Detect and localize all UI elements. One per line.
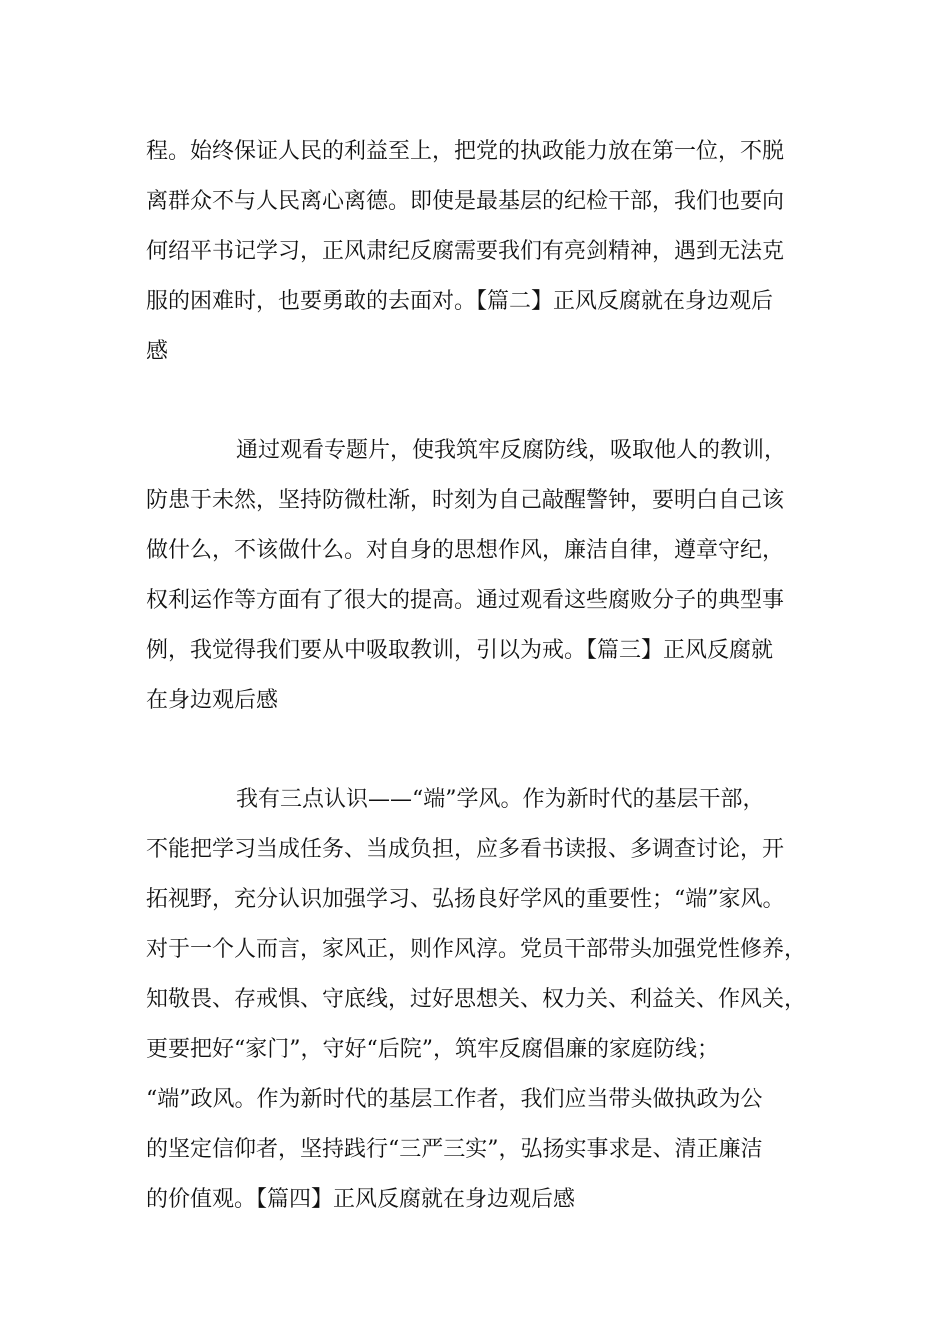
text-line: 服的困难时，也要勇敢的去面对。【篇二】正风反腐就在身边观后	[146, 289, 774, 314]
paragraph-1	[146, 127, 818, 377]
text-line: 离群众不与人民离心离德。即使是最基层的纪检干部，我们也要向	[146, 189, 785, 214]
text-line: 程。始终保证人民的利益至上，把党的执政能力放在第一位，不脱	[146, 139, 785, 164]
paragraph-2	[146, 426, 818, 726]
text-line: 的价值观。【篇四】正风反腐就在身边观后感	[146, 1187, 576, 1212]
text-line: 例，我觉得我们要从中吸取教训，引以为戒。【篇三】正风反腐就	[146, 638, 774, 663]
text-line: 的坚定信仰者，坚持践行“三严三实”，弘扬实事求是、清正廉洁	[146, 1137, 763, 1162]
text-line-indented: 我有三点认识——“端”学风。作为新时代的基层干部，	[236, 787, 765, 812]
text-line: 在身边观后感	[146, 688, 279, 713]
text-line: 做什么，不该做什么。对自身的思想作风，廉洁自律，遵章守纪，	[146, 538, 785, 563]
text-line: 防患于未然，坚持防微杜渐，时刻为自己敲醒警钟，要明白自己该	[146, 488, 785, 513]
text-line: 对于一个人而言，家风正，则作风淳。党员干部带头加强党性修养，	[146, 937, 807, 962]
text-line: “端”政风。作为新时代的基层工作者，我们应当带头做执政为公	[146, 1087, 763, 1112]
text-line: 感	[146, 339, 169, 364]
text-line: 更要把好“家门”，守好“后院”，筑牢反腐倡廉的家庭防线；	[146, 1037, 719, 1062]
text-line-indented: 通过观看专题片，使我筑牢反腐防线，吸取他人的教训，	[236, 438, 787, 463]
paragraph-3	[146, 775, 818, 1225]
text-line: 何绍平书记学习，正风肃纪反腐需要我们有亮剑精神，遇到无法克	[146, 239, 785, 264]
text-line: 权利运作等方面有了很大的提高。通过观看这些腐败分子的典型事	[146, 588, 785, 613]
text-line: 知敬畏、存戒惧、守底线，过好思想关、权力关、利益关、作风关，	[146, 987, 807, 1012]
text-line: 拓视野，充分认识加强学习、弘扬良好学风的重要性；“端”家风。	[146, 887, 785, 912]
text-line: 不能把学习当成任务、当成负担，应多看书读报、多调查讨论，开	[146, 837, 785, 862]
